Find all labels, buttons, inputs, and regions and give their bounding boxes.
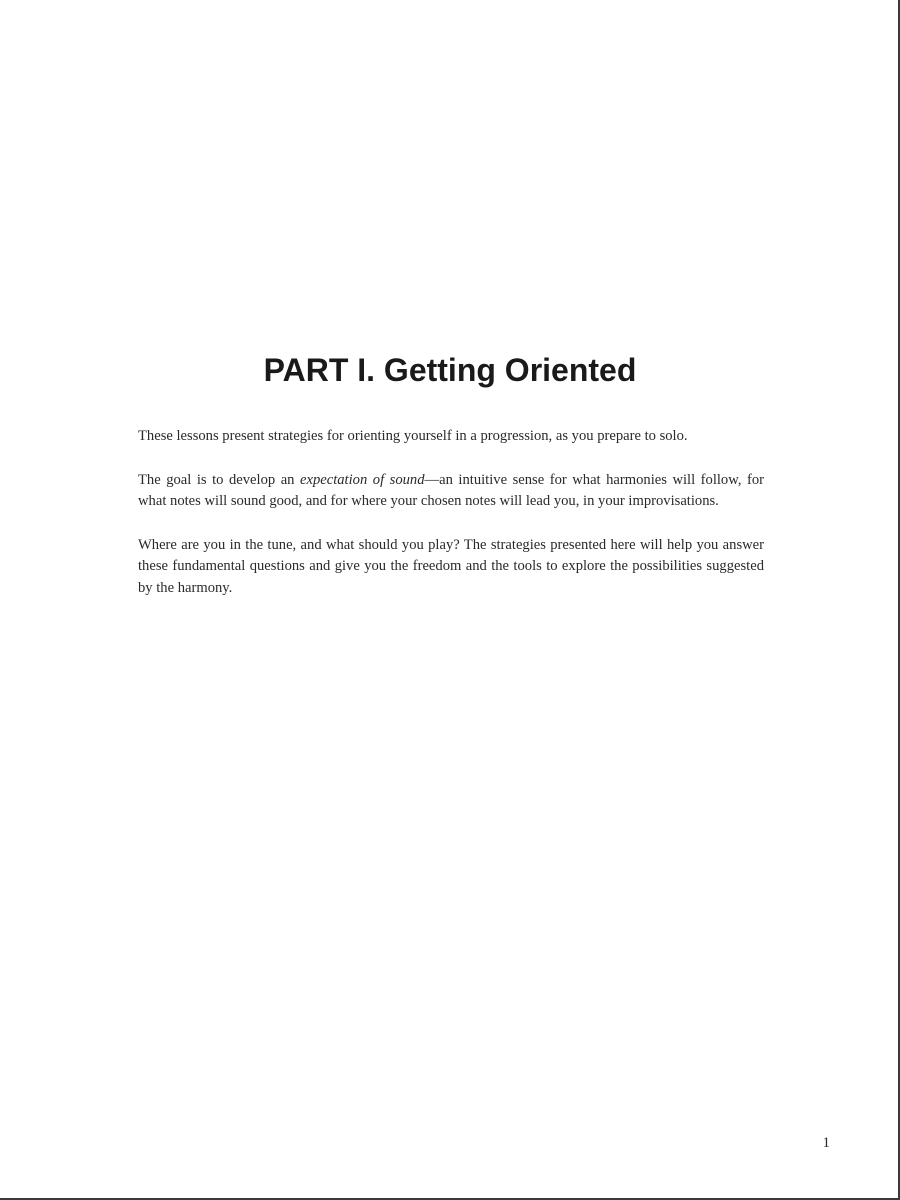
emphasis-expectation-of-sound: expectation of sound bbox=[300, 471, 425, 488]
body-text bbox=[138, 426, 764, 621]
paragraph-intro: These lessons present strategies for orienting yourself in a progression, as you prepare to solo. bbox=[138, 428, 688, 444]
paragraph-questions: Where are you in the tune, and what should you play? The strategies presented here will help you answer these fundamental questions and give you the freedom and the tools to explore the possibilities suggested by the harmony. bbox=[138, 536, 764, 596]
page-title: PART I. Getting Oriented bbox=[263, 352, 637, 388]
paragraph-goal-before: The goal is to develop an bbox=[138, 471, 300, 488]
paragraph-goal-after: —an intuitive sense for what harmonies will follow, for what notes will sound good, and for where your chosen notes will lead you, in your improvisations. bbox=[138, 471, 765, 509]
paragraph-goal bbox=[138, 470, 764, 513]
page-number: 1 bbox=[822, 1135, 830, 1151]
